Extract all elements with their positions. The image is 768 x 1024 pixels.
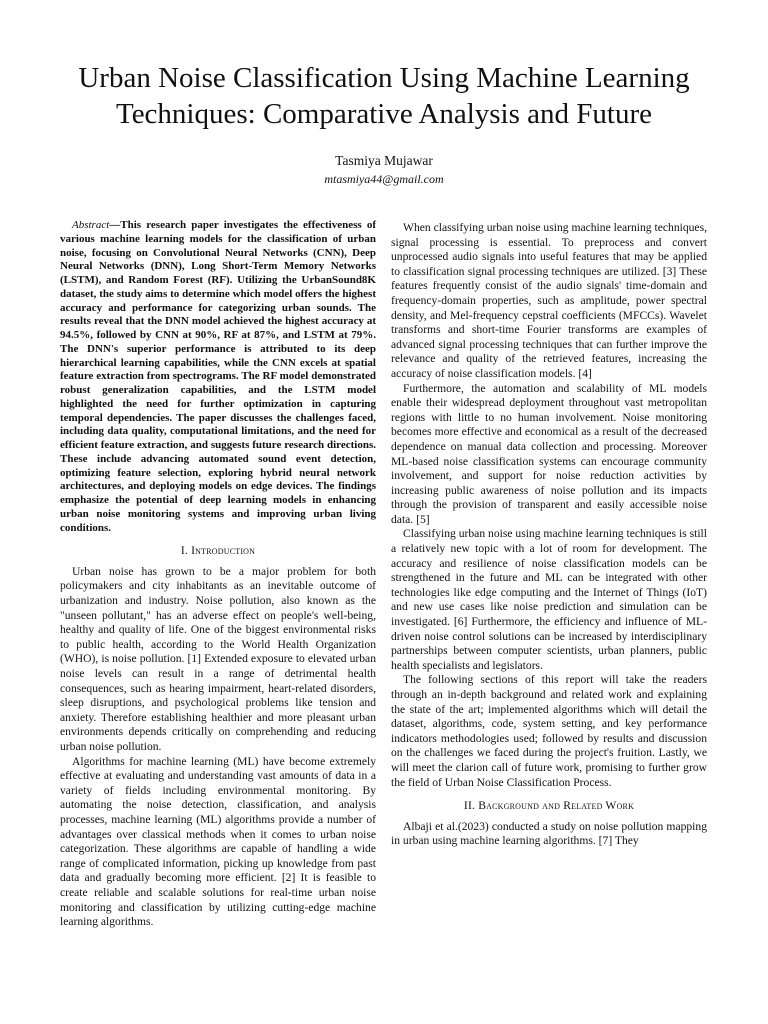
paragraph: Furthermore, the automation and scalability of ML models enable their widespread deployment throughout vast metropolitan regions with little to no human involvement. Noise monitoring becomes more effective and economical as a result of the decreased dependence on manual data collection and processing. Moreover ML-based noise classification systems can encourage community involvement, and support for noise reduction activities by increasing public awareness of noise pollution and its impacts through the provision of transparent and easily accessible noise data. [5]	[391, 381, 707, 526]
paragraph: Algorithms for machine learning (ML) have become extremely effective at evaluating and understanding vast amounts of data in a variety of fields including environmental monitoring. By automating the noise detection, classification, and analysis processes, machine learning (ML) algorithms provide a number of advantages over classical methods when it comes to urban noise categorization. These algorithms are capable of handling a wide range of complicated information, picking up knowledge from past data and gradually becoming more efficient. [2] It is feasible to create reliable and scalable solutions for real-time urban noise monitoring and classification by utilizing cutting-edge machine learning algorithms.	[60, 754, 376, 929]
section-heading-introduction: I. Introduction	[180, 544, 256, 558]
abstract	[60, 219, 376, 535]
paragraph: Classifying urban noise using machine learning techniques is still a relatively new topic with a lot of room for development. The accuracy and resilience of noise classification models can be strengthened in the future and ML can be integrated with other technologies like edge computing and the Internet of Things (IoT) and new use cases like noise prediction and simulation can be investigated. [6] Furthermore, the efficiency and influence of ML-driven noise control solutions can be increased by interdisciplinary partnerships between computer scientists, urban planners, public health specialists and legislators.	[391, 527, 707, 672]
paper-title: Urban Noise Classification Using Machine Learning Techniques: Comparative Analysis and Future	[78, 62, 690, 130]
author-name: Tasmiya Mujawar	[335, 153, 433, 168]
paragraph: Albaji et al.(2023) conducted a study on noise pollution mapping in urban using machine learning algorithms. [7] They	[391, 819, 707, 848]
paragraph: Urban noise has grown to be a major problem for both policymakers and city inhabitants as an inevitable outcome of urbanization and industry. Noise pollution, also known as the "unseen pollutant," has an adverse effect on people's well-being, healthy and quality of life. One of the biggest environmental risks to public health, according to the World Health Organization (WHO), is noise pollution. [1] Extended exposure to elevated urban noise levels can result in a range of detrimental health consequences, such as hearing impairment, heart-related disorders, sleep disruptions, and psychological problems like tension and anxiety. Therefore establishing healthier and more pleasant urban environments depends critically on comprehending and reducing urban noise pollution.	[60, 564, 376, 753]
abstract-text: —This research paper investigates the effectiveness of various machine learning models for the classification of urban noise, focusing on Convolutional Neural Networks (CNN), Deep Neural Networks (DNN), Long Short-Term Memory Networks (LSTM), and Random Forest (RF). Utilizing the UrbanSound8K dataset, the study aims to determine which model offers the highest accuracy and performance for categorizing urban sounds. The results reveal that the DNN model achieved the highest accuracy at 94.5%, followed by CNN at 90%, RF at 87%, and LSTM at 79%. The DNN's superior performance is attributed to its deep hierarchical learning capabilities, while the CNN excels at spatial feature extraction from spectrograms. The RF model demonstrated robust generalization capabilities, and the LSTM model highlighted the need for further optimization in capturing temporal dependencies. The paper discusses the challenges faced, including data quality, computational limitations, and the need for efficient feature extraction, and suggests future research directions. These include advancing automated sound event detection, optimizing feature selection, exploring hybrid neural network architectures, and deploying models on edge devices. The findings emphasize the potential of deep learning models in enhancing urban noise monitoring systems and improving urban living conditions.	[60, 219, 376, 534]
abstract-label: Abstract	[72, 219, 110, 231]
paragraph: When classifying urban noise using machine learning techniques, signal processing is essential. To preprocess and convert unprocessed audio signals into useful features that may be applied to classification signal processing techniques are utilized. [3] These features frequently consist of the audio signals' time-domain and frequency-domain properties, such as amplitude, power spectral density, and Mel-frequency cepstral coefficients (MFCCs). Wavelet transforms and short-time Fourier transforms are examples of advanced signal processing techniques that can further improve the relevance and quality of the retrieved features, increasing the accuracy of noise classification models. [4]	[391, 221, 707, 380]
left-column	[60, 219, 376, 930]
author-email: mtasmiya44@gmail.com	[324, 172, 444, 186]
right-column	[391, 221, 707, 849]
paragraph: The following sections of this report will take the readers through an in-depth background and related work and explaining the state of the art; implemented algorithms which will detail the dataset, algorithms, code, system setting, and key performance indicators methodologies used; followed by results and discussion on the challenges we faced during the project's fruition. Lastly, we will meet the clarion call of future work, promising to further grow the field of Urban Noise Classification Process.	[391, 673, 707, 789]
section-heading-background: II. Background and Related Work	[463, 799, 635, 813]
